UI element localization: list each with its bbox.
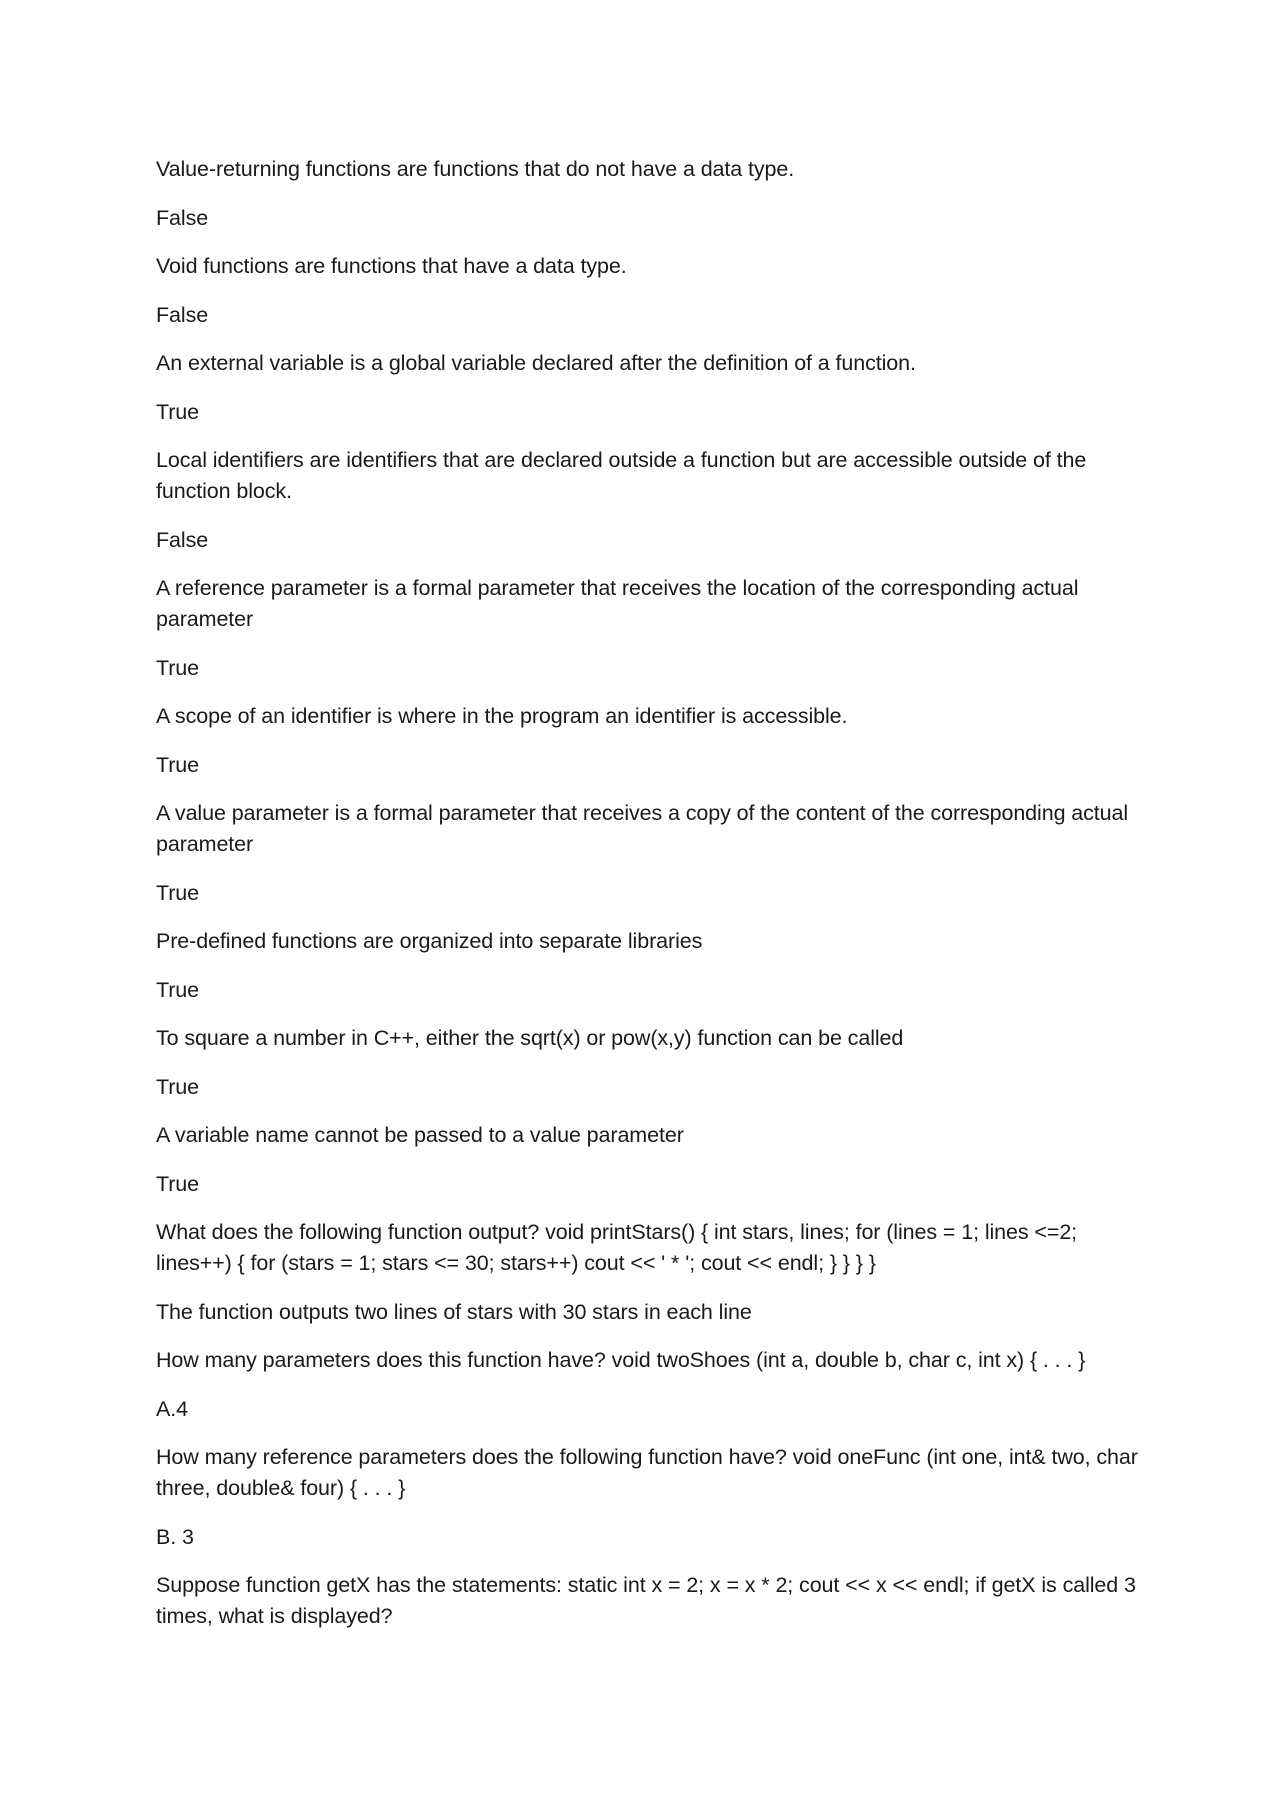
answer-2: False xyxy=(156,302,209,327)
question-6: A scope of an identifier is where in the program an identifier is accessible. xyxy=(156,704,848,728)
question-1: Value-returning functions are functions that do not have a data type. xyxy=(156,157,795,181)
answer-10: True xyxy=(156,1171,200,1196)
answer-6: True xyxy=(156,752,200,777)
question-2: Void functions are functions that have a data type. xyxy=(156,254,627,278)
document-body xyxy=(156,154,1141,1650)
question-10: A variable name cannot be passed to a value parameter xyxy=(156,1123,684,1147)
answer-5: True xyxy=(156,655,200,680)
question-5: A reference parameter is a formal parameter that receives the location of the corresponding actual parameter xyxy=(156,576,1079,631)
answer-7: True xyxy=(156,880,200,905)
question-11: What does the following function output? void printStars() { int stars, lines; for (lines = 1; lines <=2; lines++) { for (stars = 1; stars <= 30; stars++) cout << ' * '; cout << endl; } } } } xyxy=(156,1220,1078,1275)
answer-3: True xyxy=(156,399,200,424)
answer-13: B. 3 xyxy=(156,1524,194,1549)
question-4: Local identifiers are identifiers that are declared outside a function but are accessible outside of the function block. xyxy=(156,448,1087,503)
question-3: An external variable is a global variable declared after the definition of a function. xyxy=(156,351,916,375)
answer-8: True xyxy=(156,977,200,1002)
answer-4: False xyxy=(156,527,209,552)
question-13: How many reference parameters does the following function have? void oneFunc (int one, int& two, char three, double& four) { . . . } xyxy=(156,1445,1138,1500)
question-9: To square a number in C++, either the sqrt(x) or pow(x,y) function can be called xyxy=(156,1026,904,1050)
question-7: A value parameter is a formal parameter that receives a copy of the content of the corresponding actual parameter xyxy=(156,801,1129,856)
question-12: How many parameters does this function have? void twoShoes (int a, double b, char c, int x) { . . . } xyxy=(156,1348,1086,1372)
answer-12: A.4 xyxy=(156,1396,188,1421)
answer-9: True xyxy=(156,1074,200,1099)
question-14: Suppose function getX has the statements: static int x = 2; x = x * 2; cout << x << endl; if getX is called 3 times, what is displayed? xyxy=(156,1573,1136,1628)
question-8: Pre-defined functions are organized into separate libraries xyxy=(156,929,703,953)
answer-11: The function outputs two lines of stars with 30 stars in each line xyxy=(156,1299,752,1324)
answer-1: False xyxy=(156,205,209,230)
